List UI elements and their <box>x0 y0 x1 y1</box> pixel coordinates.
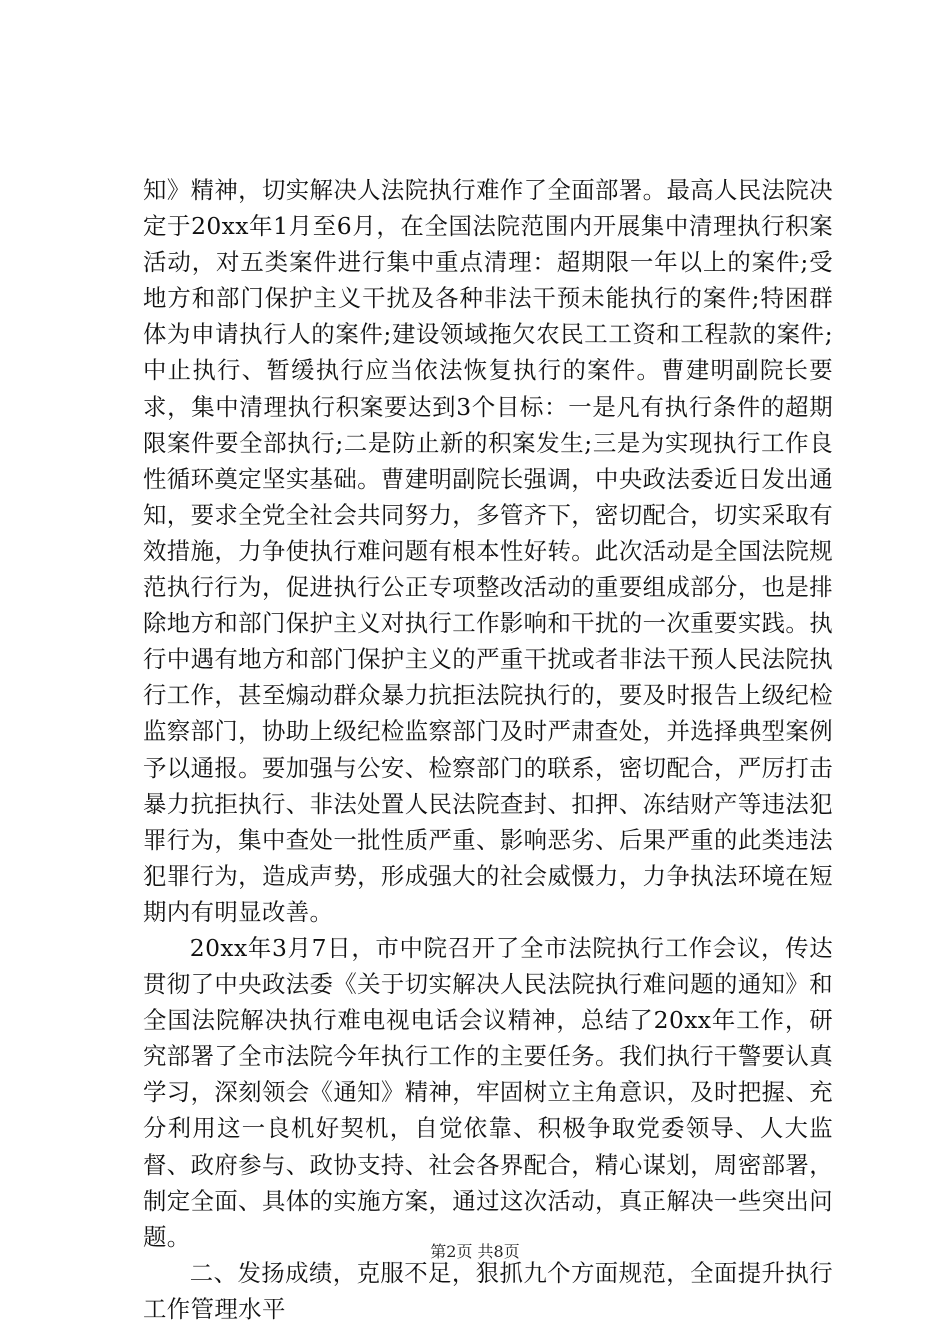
section-heading-two: 二、发扬成绩，克服不足，狠抓九个方面规范，全面提升执行工作管理水平 <box>143 1258 833 1323</box>
paragraph-meeting: 20xx年3月7日，市中院召开了全市法院执行工作会议，传达贯彻了中央政法委《关于切实解决人民法院执行难问题的通知》和全国法院解决执行难电视电话会议精神，总结了20xx年工作，研究部署了全市法院今年执行工作的主要任务。我们执行干警要认真学习，深刻领会《通知》精神，牢固树立主角意识，及时把握、充分利用这一良机好契机，自觉依靠、积极争取党委领导、人大监督、政府参与、政协支持、社会各界配合，精心谋划，周密部署，制定全面、具体的实施方案，通过这次活动，真正解决一些突出问题。 <box>143 933 833 1251</box>
document-body <box>143 172 833 1327</box>
page-footer: 第2页 共8页 <box>430 1242 520 1261</box>
paragraph-continued: 知》精神，切实解决人法院执行难作了全面部署。最高人民法院决定于20xx年1月至6月，在全国法院范围内开展集中清理执行积案活动，对五类案件进行集中重点清理：超期限一年以上的案件;受地方和部门保护主义干扰及各种非法干预未能执行的案件;特困群体为申请执行人的案件;建设领域拖欠农民工工资和工程款的案件;中止执行、暂缓执行应当依法恢复执行的案件。曹建明副院长要求，集中清理执行积案要达到3个目标：一是凡有执行条件的超期限案件要全部执行;二是防止新的积案发生;三是为实现执行工作良性循环奠定坚实基础。曹建明副院长强调，中央政法委近日发出通知，要求全党全社会共同努力，多管齐下，密切配合，切实采取有效措施，力争使执行难问题有根本性好转。此次活动是全国法院规范执行行为，促进执行公正专项整改活动的重要组成部分，也是排除地方和部门保护主义对执行工作影响和干扰的一次重要实践。执行中遇有地方和部门保护主义的严重干扰或者非法干预人民法院执行工作，甚至煽动群众暴力抗拒法院执行的，要及时报告上级纪检监察部门，协助上级纪检监察部门及时严肃查处，并选择典型案例予以通报。要加强与公安、检察部门的联系，密切配合，严厉打击暴力抗拒执行、非法处置人民法院查封、扣押、冻结财产等违法犯罪行为，集中查处一批性质严重、影响恶劣、后果严重的此类违法犯罪行为，造成声势，形成强大的社会威慑力，力争执法环境在短期内有明显改善。 <box>143 176 833 926</box>
